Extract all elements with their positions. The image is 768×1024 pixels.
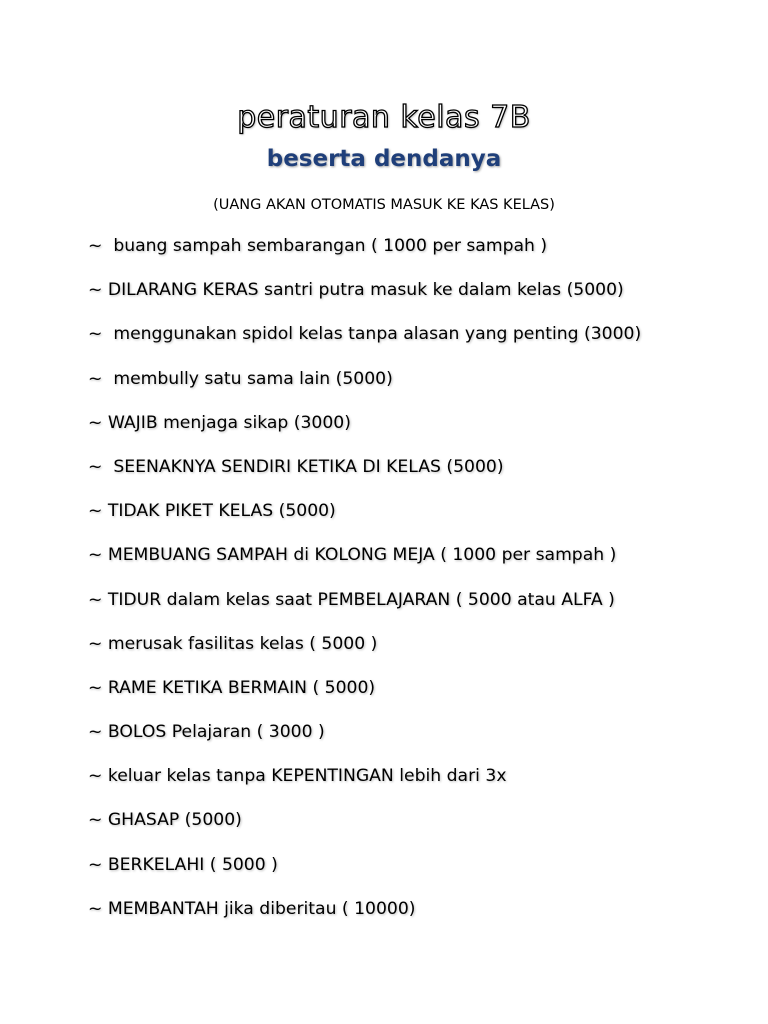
document-subtitle: beserta dendanya [266, 146, 502, 172]
rule-item: ~ DILARANG KERAS santri putra masuk ke dalam kelas (5000) [88, 280, 624, 301]
rule-item: ~ BERKELAHI ( 5000 ) [88, 854, 278, 875]
rule-item: ~ SEENAKNYA SENDIRI KETIKA DI KELAS (5000) [88, 456, 504, 477]
rule-item: ~ BOLOS Pelajaran ( 3000 ) [88, 722, 325, 743]
rule-item: ~ buang sampah sembarangan ( 1000 per sampah ) [88, 236, 548, 256]
rule-item: ~ MEMBUANG SAMPAH di KOLONG MEJA ( 1000 per sampah ) [88, 545, 617, 566]
rules-list [88, 231, 760, 938]
rule-item: ~ menggunakan spidol kelas tanpa alasan yang penting (3000) [88, 324, 642, 345]
rule-item: ~ membully satu sama lain (5000) [88, 368, 393, 389]
rule-item: ~ TIDUR dalam kelas saat PEMBELAJARAN ( 5000 atau ALFA ) [88, 589, 615, 610]
rule-item: ~ WAJIB menjaga sikap (3000) [88, 412, 351, 433]
rule-item: ~ TIDAK PIKET KELAS (5000) [88, 501, 336, 522]
rule-item: ~ MEMBANTAH jika diberitau ( 10000) [88, 898, 416, 919]
rule-item: ~ GHASAP (5000) [88, 810, 242, 831]
document-note: (UANG AKAN OTOMATIS MASUK KE KAS KELAS) [213, 197, 555, 213]
document-title: peraturan kelas 7B [237, 100, 531, 135]
rule-item: ~ RAME KETIKA BERMAIN ( 5000) [88, 677, 376, 698]
rule-item: ~ keluar kelas tanpa KEPENTINGAN lebih dari 3x [88, 766, 507, 787]
rule-item: ~ merusak fasilitas kelas ( 5000 ) [88, 633, 378, 654]
